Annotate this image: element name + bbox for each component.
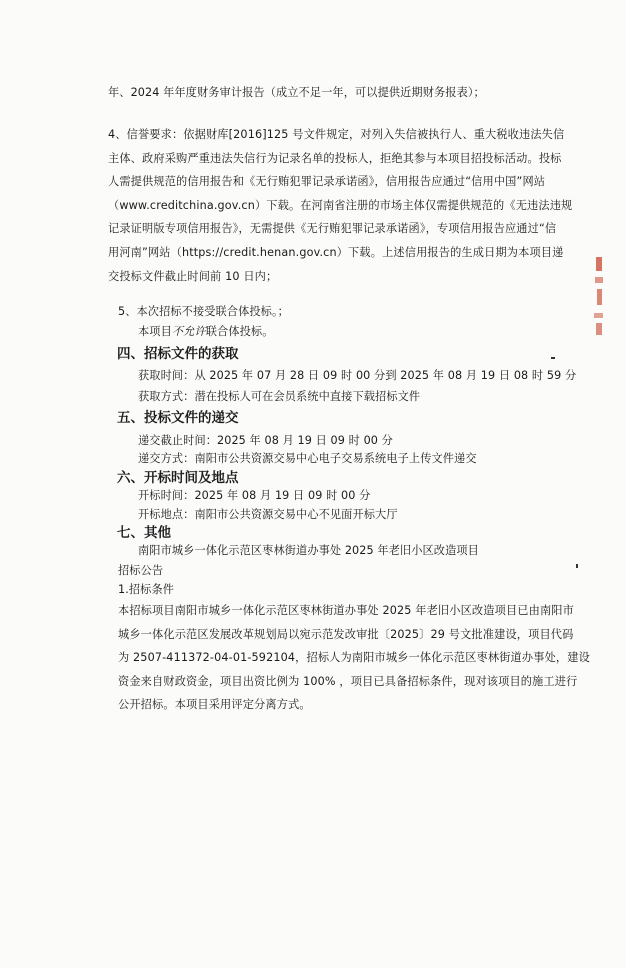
consortium-line: 5、本次招标不接受联合体投标。； [118,305,289,318]
credit-line: 交投标文件截止时间前 10 日内； [108,269,278,283]
scan-mark [576,564,578,568]
opening-place: 开标地点：南阳市公共资源交易中心不见面开标大厅 [138,508,398,521]
credit-line: 用河南”网站（https://credit.henan.gov.cn）下载。上述信用报告的生成日期为本项目递 [108,245,564,259]
credit-line: （www.creditchina.gov.cn）下载。在河南省注册的市场主体仅需提供规范的《无违法违规 [108,198,573,212]
financial-report-line: 年、2024 年年度财务审计报告（成立不足一年，可以提供近期财务报表）； [108,86,485,99]
credit-line: 主体、政府采购严重违法失信行为记录名单的投标人，拒绝其参与本项目招投标活动。投标 [108,151,562,165]
seal-fragment-icon [593,255,605,345]
tender-conditions-paragraph [118,599,590,717]
conditions-line: 城乡一体化示范区发展改革规划局以宛示范发改审批〔2025〕29 号文批准建设，项目代码 [118,627,574,641]
consortium-detail-italic: 不允许 [171,325,206,338]
conditions-line: 公开招标。本项目采用评定分离方式。 [118,698,311,712]
submission-deadline: 递交截止时间：2025 年 08 月 19 日 09 时 00 分 [138,434,393,447]
opening-time: 开标时间：2025 年 08 月 19 日 09 时 00 分 [138,489,371,502]
notice-title: 招标公告 [118,564,164,577]
document-acquisition-method: 获取方式：潜在投标人可在会员系统中直接下载招标文件 [138,390,421,403]
consortium-detail-line [138,325,273,339]
document-acquisition-time: 获取时间：从 2025 年 07 月 28 日 09 时 00 分到 2025 年 08 月 19 日 08 时 59 分 [138,369,577,382]
tender-conditions-title: 1.招标条件 [118,583,175,596]
project-name: 南阳市城乡一体化示范区枣林街道办事处 2025 年老旧小区改造项目 [138,544,479,557]
scan-mark [551,357,555,359]
conditions-line: 为 2507-411372-04-01-592104，招标人为南阳市城乡一体化示范区枣林街道办事处，建设 [118,651,590,665]
section-6-heading: 六、开标时间及地点 [117,470,239,486]
section-4-heading: 四、招标文件的获取 [117,346,239,362]
credit-line: 4、信誉要求：依据财库[2016]125 号文件规定，对列入失信被执行人、重大税收违法失信 [108,128,565,141]
credit-line: 记录证明版专项信用报告》，无需提供《无行贿犯罪记录承诺函》，专项信用报告应通过“信 [108,222,557,236]
conditions-line: 资金来自财政资金，项目出资比例为 100% ，项目已具备招标条件，现对该项目的施工进行 [118,674,578,688]
credit-requirement-paragraph [108,123,572,288]
conditions-line: 本招标项目南阳市城乡一体化示范区枣林街道办事处 2025 年老旧小区改造项目已由南阳市 [118,604,574,617]
submission-method: 递交方式：南阳市公共资源交易中心电子交易系统电子上传文件递交 [138,452,477,465]
section-7-heading: 七、其他 [117,525,171,541]
credit-line: 人需提供规范的信用报告和《无行贿犯罪记录承诺函》，信用报告应通过“信用中国”网站 [108,175,546,189]
consortium-detail-post: 联合体投标。 [205,325,274,338]
section-5-heading: 五、投标文件的递交 [117,410,239,426]
consortium-detail-pre: 本项目 [138,325,172,338]
